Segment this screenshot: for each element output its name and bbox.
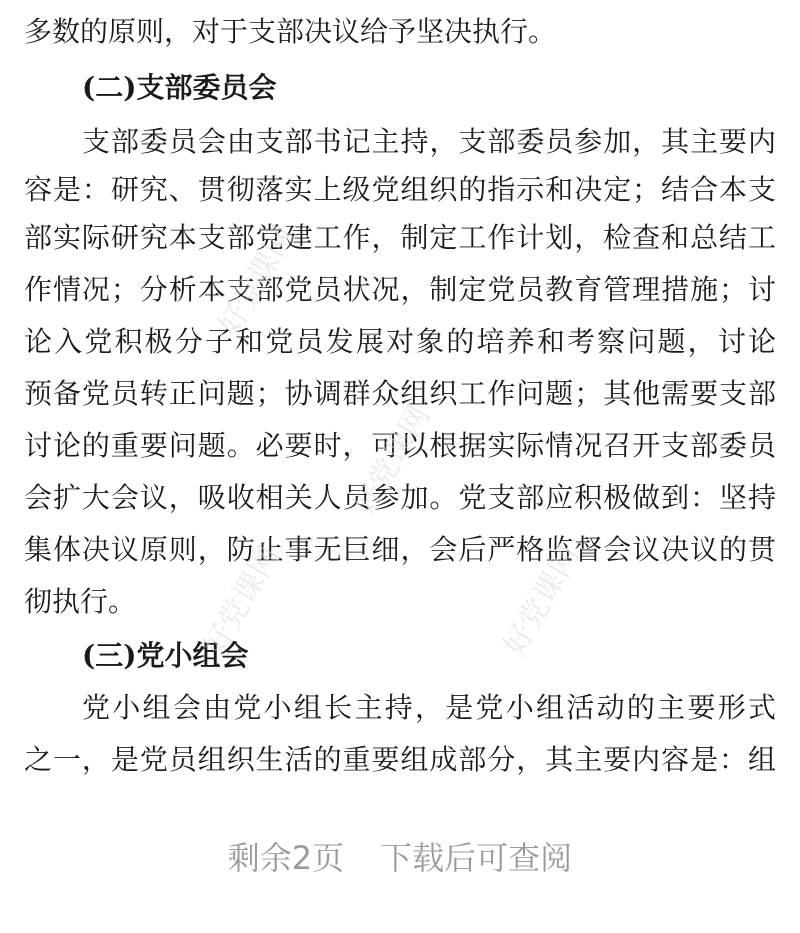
text-line: 论入党积极分子和党员发展对象的培养和考察问题，讨论 [24,325,776,358]
text-line: 党小组会由党小组长主持，是党小组活动的主要形式 [82,691,776,724]
download-prompt[interactable] [0,828,800,888]
download-to-view-label: 下载后可查阅 [380,839,573,877]
watermark: 好党课网 [346,400,438,522]
section-heading: (三)党小组会 [82,639,249,672]
text-line: 彻执行。 [24,585,137,618]
text-line: 会扩大会议，吸收相关人员参加。党支部应积极做到：坚持 [24,481,776,514]
remaining-pages-label: 剩余2页 [227,839,345,877]
text-line: 多数的原则，对于支部决议给予坚决执行。 [24,15,557,48]
watermark: 好党课网 [496,540,588,662]
watermark: 好党课网 [196,540,288,662]
text-line: 容是：研究、贯彻落实上级党组织的指示和决定；结合本支 [24,173,776,206]
watermark: 好党课网 [211,220,303,342]
text-line: 支部委员会由支部书记主持，支部委员参加，其主要内 [82,125,776,158]
text-line: 之一，是党员组织生活的重要组成部分，其主要内容是：组 [24,743,776,776]
text-line: 讨论的重要问题。必要时，可以根据实际情况召开支部委员 [24,429,776,462]
text-line: 作情况；分析本支部党员状况，制定党员教育管理措施；讨 [24,273,776,306]
section-heading: (二)支部委员会 [82,71,277,104]
text-line: 预备党员转正问题；协调群众组织工作问题；其他需要支部 [24,377,776,410]
text-line: 部实际研究本支部党建工作，制定工作计划，检查和总结工 [24,221,776,254]
text-line: 集体决议原则，防止事无巨细，会后严格监督会议决议的贯 [24,533,776,566]
